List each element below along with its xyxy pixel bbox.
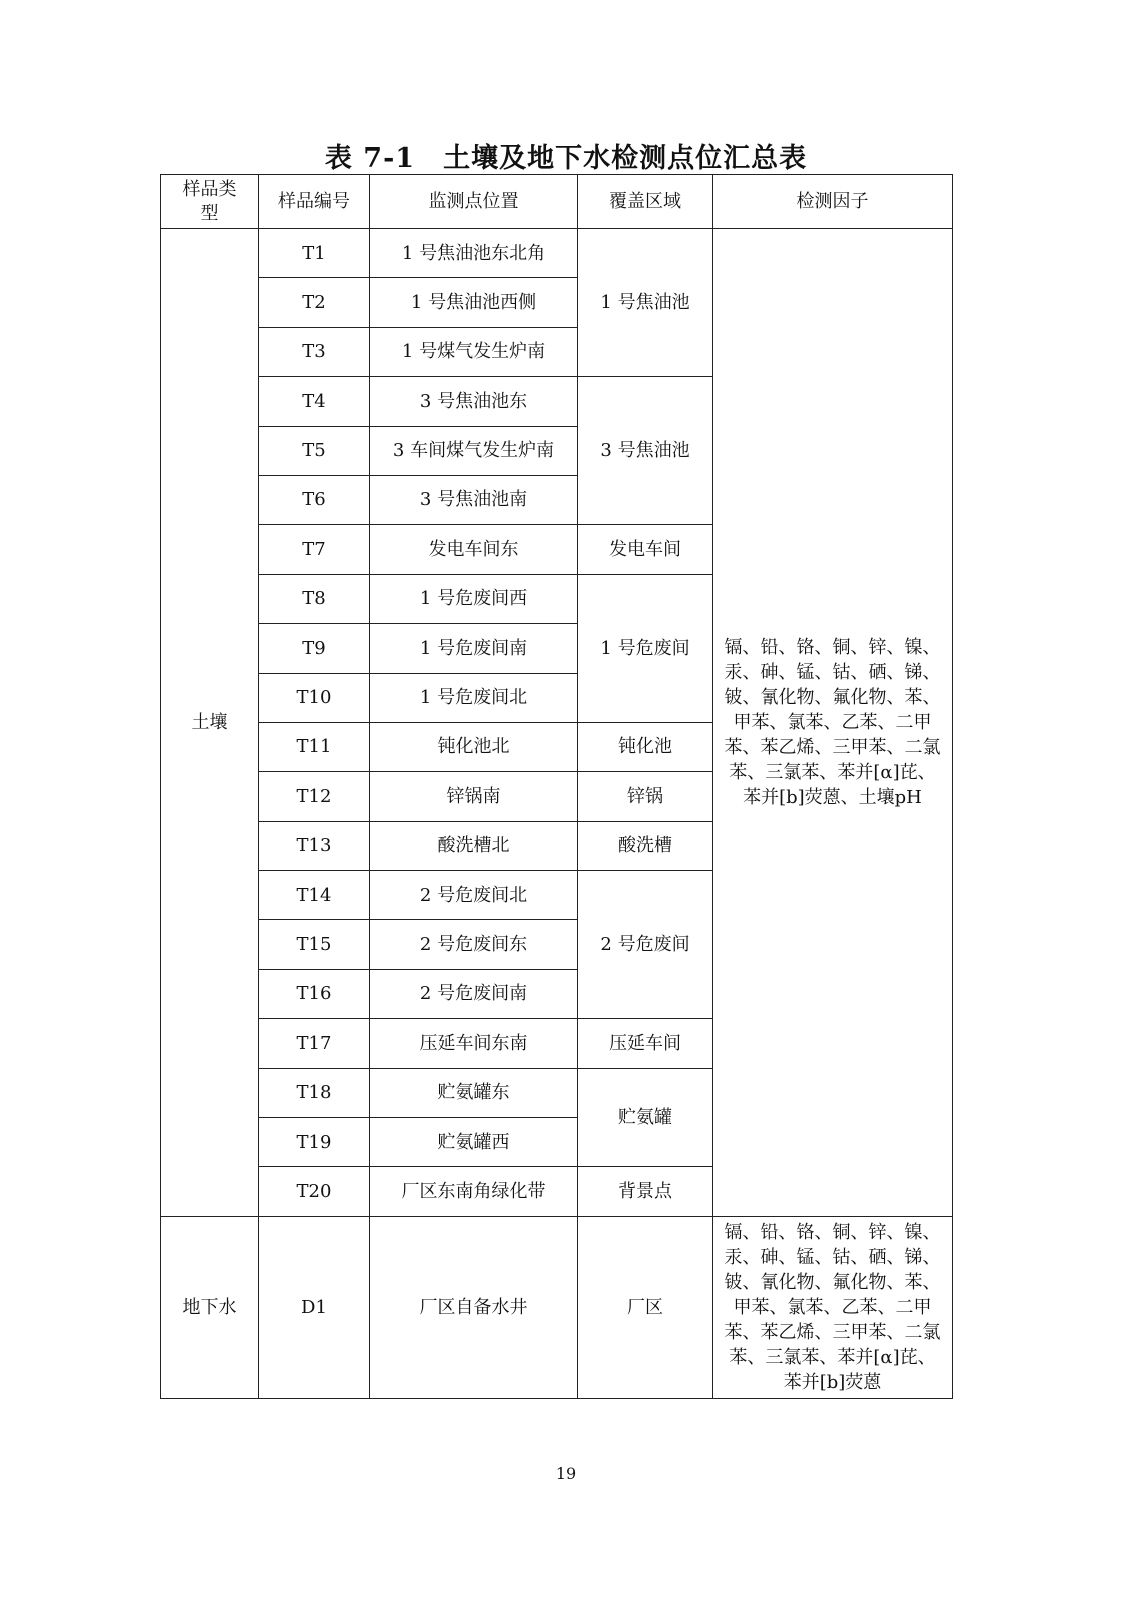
sample-id: T1 (259, 229, 370, 278)
area-cell: 贮氨罐 (578, 1068, 713, 1167)
location-cell: 发电车间东 (370, 525, 578, 574)
sample-id: T16 (259, 969, 370, 1018)
location-cell: 1 号煤气发生炉南 (370, 327, 578, 376)
sample-id: T7 (259, 525, 370, 574)
location-cell: 贮氨罐东 (370, 1068, 578, 1117)
area-cell: 发电车间 (578, 525, 713, 574)
sample-id: T3 (259, 327, 370, 376)
header-sample-type: 样品类型 (161, 175, 259, 229)
groundwater-row (161, 1216, 953, 1398)
groundwater-type-cell: 地下水 (161, 1216, 259, 1398)
area-cell: 1 号危废间 (578, 574, 713, 722)
sample-id: D1 (259, 1216, 370, 1398)
sample-id: T14 (259, 871, 370, 920)
header-test-factors: 检测因子 (713, 175, 953, 229)
location-cell: 2 号危废间北 (370, 871, 578, 920)
location-cell: 贮氨罐西 (370, 1118, 578, 1167)
location-cell: 1 号危废间南 (370, 624, 578, 673)
area-cell: 3 号焦油池 (578, 377, 713, 525)
location-cell: 钝化池北 (370, 722, 578, 771)
table-row (161, 229, 953, 278)
area-cell: 压延车间 (578, 1019, 713, 1068)
location-cell: 3 车间煤气发生炉南 (370, 426, 578, 475)
sample-id: T10 (259, 673, 370, 722)
sample-id: T11 (259, 722, 370, 771)
sample-id: T17 (259, 1019, 370, 1068)
soil-type-cell: 土壤 (161, 229, 259, 1217)
monitoring-points-table (160, 174, 953, 1399)
area-cell: 1 号焦油池 (578, 229, 713, 377)
location-cell: 1 号焦油池东北角 (370, 229, 578, 278)
sample-id: T12 (259, 772, 370, 821)
sample-id: T6 (259, 475, 370, 524)
groundwater-factors-cell: 镉、铅、铬、铜、锌、镍、汞、砷、锰、钴、硒、锑、铍、氰化物、氟化物、苯、甲苯、氯苯、乙苯、二甲苯、苯乙烯、三甲苯、二氯苯、三氯苯、苯并[α]芘、苯并[b]荧蒽 (713, 1216, 953, 1398)
header-sample-id: 样品编号 (259, 175, 370, 229)
sample-id: T15 (259, 920, 370, 969)
header-location: 监测点位置 (370, 175, 578, 229)
location-cell: 1 号危废间北 (370, 673, 578, 722)
location-cell: 3 号焦油池东 (370, 377, 578, 426)
sample-id: T20 (259, 1167, 370, 1216)
area-cell: 锌锅 (578, 772, 713, 821)
location-cell: 酸洗槽北 (370, 821, 578, 870)
location-cell: 锌锅南 (370, 772, 578, 821)
area-cell: 背景点 (578, 1167, 713, 1216)
sample-id: T18 (259, 1068, 370, 1117)
location-cell: 1 号危废间西 (370, 574, 578, 623)
location-cell: 厂区自备水井 (370, 1216, 578, 1398)
sample-id: T19 (259, 1118, 370, 1167)
area-cell: 酸洗槽 (578, 821, 713, 870)
header-row (161, 175, 953, 229)
location-cell: 1 号焦油池西侧 (370, 278, 578, 327)
sample-id: T13 (259, 821, 370, 870)
header-coverage-area: 覆盖区域 (578, 175, 713, 229)
location-cell: 厂区东南角绿化带 (370, 1167, 578, 1216)
sample-id: T9 (259, 624, 370, 673)
area-cell: 厂区 (578, 1216, 713, 1398)
area-cell: 钝化池 (578, 722, 713, 771)
sample-id: T8 (259, 574, 370, 623)
area-cell: 2 号危废间 (578, 871, 713, 1019)
location-cell: 3 号焦油池南 (370, 475, 578, 524)
location-cell: 2 号危废间南 (370, 969, 578, 1018)
sample-id: T5 (259, 426, 370, 475)
sample-id: T4 (259, 377, 370, 426)
page-number: 19 (555, 1464, 577, 1483)
table-title: 表 7-1 土壤及地下水检测点位汇总表 (324, 143, 808, 174)
location-cell: 压延车间东南 (370, 1019, 578, 1068)
soil-factors-cell: 镉、铅、铬、铜、锌、镍、汞、砷、锰、钴、硒、锑、铍、氰化物、氟化物、苯、甲苯、氯苯、乙苯、二甲苯、苯乙烯、三甲苯、二氯苯、三氯苯、苯并[α]芘、苯并[b]荧蒽、土壤pH (713, 229, 953, 1217)
location-cell: 2 号危废间东 (370, 920, 578, 969)
sample-id: T2 (259, 278, 370, 327)
